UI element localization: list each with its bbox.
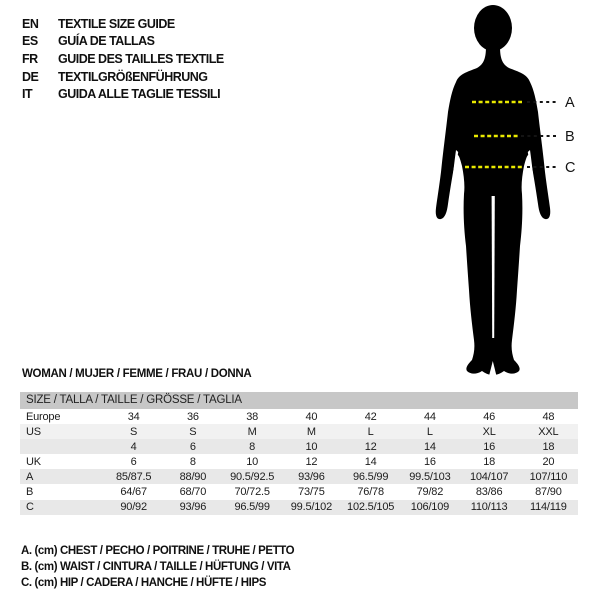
size-value: 42 <box>364 410 377 423</box>
language-code: IT <box>22 87 33 102</box>
size-value: 96.5/99 <box>234 501 270 514</box>
size-value: 87/90 <box>535 486 562 499</box>
table-row <box>20 439 578 454</box>
language-code: FR <box>22 51 38 66</box>
language-code: ES <box>22 34 38 49</box>
size-value: 64/67 <box>120 486 147 499</box>
row-label: US <box>26 425 41 438</box>
row-label: B <box>26 486 34 499</box>
size-value: 110/113 <box>470 501 508 514</box>
size-value: 10 <box>246 455 259 468</box>
table-row <box>20 424 578 439</box>
size-value: 8 <box>189 455 196 468</box>
size-value: 18 <box>483 455 496 468</box>
size-value: 114/119 <box>530 501 567 514</box>
size-value: L <box>367 425 374 438</box>
size-value: 20 <box>542 455 555 468</box>
row-label: A <box>26 470 34 483</box>
table-row <box>20 409 578 424</box>
size-value: 34 <box>127 410 140 423</box>
table-row <box>20 469 578 484</box>
size-value: 88/90 <box>179 470 207 483</box>
size-value: 76/78 <box>357 486 384 499</box>
language-row <box>22 85 224 103</box>
size-value: S <box>189 425 197 438</box>
size-value: 96.5/99 <box>352 470 389 483</box>
size-value: M <box>247 425 257 438</box>
row-label: UK <box>26 455 41 468</box>
size-value: 16 <box>423 455 436 468</box>
size-value: S <box>130 425 138 438</box>
size-value: 12 <box>364 440 377 453</box>
table-row <box>20 484 578 499</box>
table-row <box>20 500 578 515</box>
woman-silhouette-figure <box>430 0 600 380</box>
size-value: 16 <box>483 440 496 453</box>
marker-label-c: C <box>565 160 576 176</box>
language-label: TEXTILGRÖßENFÜHRUNG <box>58 69 208 84</box>
size-value: 68/70 <box>179 486 207 499</box>
size-value: XL <box>482 425 496 438</box>
woman-silhouette-svg <box>430 0 600 380</box>
language-row <box>22 50 224 68</box>
legend-line-hip: C. (cm) HIP / CADERA / HANCHE / HÜFTE / HIPS <box>21 577 267 590</box>
size-value: 104/107 <box>469 470 509 483</box>
row-label: Europe <box>26 410 61 423</box>
size-value: 18 <box>542 440 555 453</box>
size-value: 93/96 <box>179 501 207 514</box>
language-label: TEXTILE SIZE GUIDE <box>58 16 175 31</box>
language-row <box>22 33 224 51</box>
size-value: 107/110 <box>529 470 568 483</box>
language-row <box>22 68 224 86</box>
size-value: 102.5/105 <box>347 501 395 514</box>
size-value: 14 <box>423 440 436 453</box>
size-value: 90.5/92.5 <box>230 470 275 483</box>
size-value: 93/96 <box>298 470 325 483</box>
language-code: EN <box>22 16 39 31</box>
size-value: 90/92 <box>120 501 147 514</box>
size-value: 85/87.5 <box>115 470 152 483</box>
size-value: 44 <box>423 410 436 423</box>
size-value: 106/109 <box>410 501 450 514</box>
size-value: 6 <box>130 455 137 468</box>
size-value: 99.5/102 <box>290 501 332 514</box>
size-value: 36 <box>186 410 199 423</box>
size-value: 40 <box>305 410 318 423</box>
language-label: GUÍA DE TALLAS <box>58 34 155 49</box>
size-table <box>20 392 578 515</box>
measurement-legend <box>21 543 294 592</box>
marker-label-a: A <box>565 95 575 111</box>
language-label: GUIDA ALLE TAGLIE TESSILI <box>58 87 221 102</box>
size-value: 38 <box>246 410 259 423</box>
row-label: C <box>26 501 34 514</box>
marker-label-b: B <box>565 129 575 145</box>
silhouette-head <box>474 5 512 51</box>
size-value: 99.5/103 <box>409 470 451 483</box>
size-value: 79/82 <box>416 486 444 499</box>
size-value: 73/75 <box>298 486 325 499</box>
size-value: M <box>306 425 316 438</box>
size-value: 48 <box>542 410 555 423</box>
size-table-body <box>20 409 578 515</box>
legend-line-chest: A. (cm) CHEST / PECHO / POITRINE / TRUHE / PETTO <box>21 545 295 557</box>
table-row <box>20 454 578 469</box>
size-value: XXL <box>538 425 559 438</box>
language-list <box>22 15 224 103</box>
size-value: L <box>426 425 433 438</box>
size-value: 12 <box>305 455 318 468</box>
size-value: 46 <box>483 410 496 423</box>
size-value: 14 <box>364 455 377 468</box>
language-code: DE <box>22 69 39 84</box>
table-header: SIZE / TALLA / TAILLE / GRÖSSE / TAGLIA <box>20 392 578 409</box>
size-value: 6 <box>189 440 196 453</box>
language-label: GUIDE DES TAILLES TEXTILE <box>58 51 224 66</box>
size-value: 83/86 <box>475 486 503 499</box>
size-value: 4 <box>130 440 137 453</box>
section-title: WOMAN / MUJER / FEMME / FRAU / DONNA <box>22 368 252 380</box>
size-value: 70/72.5 <box>234 486 270 499</box>
size-value: 8 <box>249 440 256 453</box>
language-row <box>22 15 224 33</box>
size-value: 10 <box>305 440 318 453</box>
legend-line-waist: B. (cm) WAIST / CINTURA / TAILLE / HÜFTUNG / VITA <box>21 561 291 574</box>
